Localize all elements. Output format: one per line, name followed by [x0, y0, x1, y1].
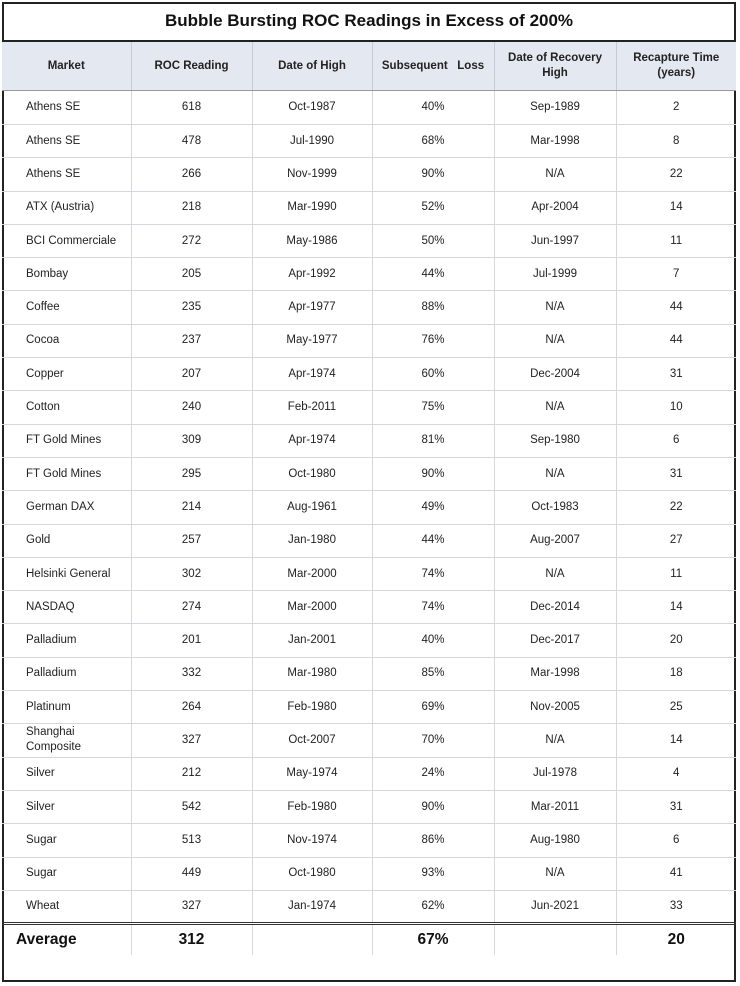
date-of-high-cell: Jul-1990 [252, 125, 372, 158]
market-cell: Sugar [2, 824, 131, 857]
average-label: Average [2, 924, 131, 955]
subsequent-loss-cell: 70% [372, 724, 494, 757]
market-cell: Sugar [2, 857, 131, 890]
table-row [2, 125, 736, 158]
roc-reading-cell: 214 [131, 491, 252, 524]
subsequent-loss-cell: 74% [372, 591, 494, 624]
market-cell: Cotton [2, 391, 131, 424]
subsequent-loss-cell: 85% [372, 657, 494, 690]
roc-reading-cell: 257 [131, 524, 252, 557]
date-of-high-cell: May-1986 [252, 224, 372, 257]
roc-reading-cell: 478 [131, 125, 252, 158]
roc-reading-cell: 309 [131, 424, 252, 457]
recovery-date-cell: Mar-1998 [494, 125, 616, 158]
recapture-time-cell: 14 [616, 724, 736, 757]
market-cell: FT Gold Mines [2, 424, 131, 457]
market-cell: FT Gold Mines [2, 457, 131, 490]
recovery-date-cell: Apr-2004 [494, 191, 616, 224]
recapture-time-cell: 44 [616, 324, 736, 357]
subsequent-loss-cell: 90% [372, 158, 494, 191]
market-cell: Silver [2, 790, 131, 823]
roc-reading-cell: 274 [131, 591, 252, 624]
date-of-high-cell: Feb-2011 [252, 391, 372, 424]
subsequent-loss-cell: 49% [372, 491, 494, 524]
roc-reading-cell: 235 [131, 291, 252, 324]
table-row [2, 191, 736, 224]
roc-reading-cell: 295 [131, 457, 252, 490]
table-row [2, 291, 736, 324]
date-of-high-cell: Apr-1974 [252, 424, 372, 457]
recapture-time-cell: 10 [616, 391, 736, 424]
recapture-time-cell: 31 [616, 358, 736, 391]
table-row [2, 424, 736, 457]
recapture-time-cell: 20 [616, 624, 736, 657]
recovery-date-cell: N/A [494, 324, 616, 357]
recapture-time-cell: 2 [616, 91, 736, 125]
recapture-time-cell: 11 [616, 224, 736, 257]
market-cell: Coffee [2, 291, 131, 324]
market-cell: NASDAQ [2, 591, 131, 624]
market-cell: Bombay [2, 258, 131, 291]
date-of-high-cell: Apr-1974 [252, 358, 372, 391]
roc-reading-cell: 266 [131, 158, 252, 191]
average-row [2, 924, 736, 955]
subsequent-loss-cell: 75% [372, 391, 494, 424]
recapture-time-cell: 6 [616, 824, 736, 857]
table-row [2, 724, 736, 757]
recovery-date-cell: Jun-2021 [494, 890, 616, 923]
market-cell: Wheat [2, 890, 131, 923]
recovery-date-cell: Mar-1998 [494, 657, 616, 690]
subsequent-loss-cell: 60% [372, 358, 494, 391]
recovery-date-cell: N/A [494, 857, 616, 890]
recapture-time-cell: 31 [616, 790, 736, 823]
table-row [2, 91, 736, 125]
roc-reading-cell: 237 [131, 324, 252, 357]
market-cell: Athens SE [2, 158, 131, 191]
date-of-high-cell: Oct-1980 [252, 457, 372, 490]
recapture-time-cell: 41 [616, 857, 736, 890]
table-body [2, 91, 736, 924]
market-cell: German DAX [2, 491, 131, 524]
header-date-of-high: Date of High [252, 42, 372, 91]
roc-reading-cell: 264 [131, 691, 252, 724]
subsequent-loss-cell: 90% [372, 457, 494, 490]
roc-reading-cell: 449 [131, 857, 252, 890]
recapture-time-cell: 6 [616, 424, 736, 457]
roc-table [2, 42, 736, 955]
date-of-high-cell: Jan-1974 [252, 890, 372, 923]
subsequent-loss-cell: 88% [372, 291, 494, 324]
date-of-high-cell: Mar-2000 [252, 557, 372, 590]
recovery-date-cell: N/A [494, 391, 616, 424]
roc-reading-cell: 201 [131, 624, 252, 657]
recapture-time-cell: 44 [616, 291, 736, 324]
date-of-high-cell: Apr-1992 [252, 258, 372, 291]
subsequent-loss-cell: 69% [372, 691, 494, 724]
date-of-high-cell: Jan-1980 [252, 524, 372, 557]
recapture-time-cell: 14 [616, 591, 736, 624]
subsequent-loss-cell: 74% [372, 557, 494, 590]
date-of-high-cell: Feb-1980 [252, 691, 372, 724]
header-row [2, 42, 736, 91]
table-row [2, 757, 736, 790]
roc-reading-cell: 542 [131, 790, 252, 823]
subsequent-loss-cell: 76% [372, 324, 494, 357]
recovery-date-cell: N/A [494, 457, 616, 490]
table-row [2, 691, 736, 724]
subsequent-loss-cell: 40% [372, 91, 494, 125]
subsequent-loss-cell: 81% [372, 424, 494, 457]
date-of-high-cell: Aug-1961 [252, 491, 372, 524]
subsequent-loss-cell: 24% [372, 757, 494, 790]
date-of-high-cell: Oct-1980 [252, 857, 372, 890]
table-row [2, 857, 736, 890]
average-date-of-high [252, 924, 372, 955]
market-cell: BCI Commerciale [2, 224, 131, 257]
recapture-time-cell: 18 [616, 657, 736, 690]
recapture-time-cell: 33 [616, 890, 736, 923]
table-row [2, 358, 736, 391]
header-market: Market [2, 42, 131, 91]
date-of-high-cell: Nov-1974 [252, 824, 372, 857]
date-of-high-cell: Apr-1977 [252, 291, 372, 324]
recovery-date-cell: Dec-2004 [494, 358, 616, 391]
subsequent-loss-cell: 44% [372, 258, 494, 291]
table-row [2, 890, 736, 923]
header-subsequent-loss: Subsequent Loss [372, 42, 494, 91]
market-cell: Copper [2, 358, 131, 391]
roc-reading-cell: 332 [131, 657, 252, 690]
date-of-high-cell: Oct-2007 [252, 724, 372, 757]
date-of-high-cell: May-1977 [252, 324, 372, 357]
date-of-high-cell: Nov-1999 [252, 158, 372, 191]
subsequent-loss-cell: 86% [372, 824, 494, 857]
recovery-date-cell: Dec-2017 [494, 624, 616, 657]
roc-reading-cell: 207 [131, 358, 252, 391]
recapture-time-cell: 7 [616, 258, 736, 291]
recovery-date-cell: Jul-1999 [494, 258, 616, 291]
subsequent-loss-cell: 90% [372, 790, 494, 823]
recovery-date-cell: Mar-2011 [494, 790, 616, 823]
date-of-high-cell: Mar-1990 [252, 191, 372, 224]
recovery-date-cell: Aug-1980 [494, 824, 616, 857]
recovery-date-cell: N/A [494, 724, 616, 757]
recapture-time-cell: 31 [616, 457, 736, 490]
market-cell: ATX (Austria) [2, 191, 131, 224]
subsequent-loss-cell: 68% [372, 125, 494, 158]
subsequent-loss-cell: 50% [372, 224, 494, 257]
table-row [2, 591, 736, 624]
subsequent-loss-cell: 40% [372, 624, 494, 657]
table-row [2, 158, 736, 191]
recapture-time-cell: 11 [616, 557, 736, 590]
roc-reading-cell: 327 [131, 890, 252, 923]
roc-reading-cell: 240 [131, 391, 252, 424]
date-of-high-cell: Mar-1980 [252, 657, 372, 690]
market-cell: Cocoa [2, 324, 131, 357]
roc-reading-cell: 212 [131, 757, 252, 790]
recovery-date-cell: Oct-1983 [494, 491, 616, 524]
market-cell: Helsinki General [2, 557, 131, 590]
table-row [2, 391, 736, 424]
recovery-date-cell: Aug-2007 [494, 524, 616, 557]
roc-reading-cell: 327 [131, 724, 252, 757]
subsequent-loss-cell: 93% [372, 857, 494, 890]
table-row [2, 624, 736, 657]
table-row [2, 557, 736, 590]
table-row [2, 790, 736, 823]
market-cell: Athens SE [2, 91, 131, 125]
recovery-date-cell: Sep-1980 [494, 424, 616, 457]
table-title: Bubble Bursting ROC Readings in Excess of 200% [2, 2, 736, 42]
market-cell: Gold [2, 524, 131, 557]
recapture-time-cell: 25 [616, 691, 736, 724]
recapture-time-cell: 4 [616, 757, 736, 790]
header-roc-reading: ROC Reading [131, 42, 252, 91]
roc-reading-cell: 272 [131, 224, 252, 257]
table-row [2, 324, 736, 357]
subsequent-loss-cell: 44% [372, 524, 494, 557]
subsequent-loss-cell: 52% [372, 191, 494, 224]
average-roc: 312 [131, 924, 252, 955]
roc-reading-cell: 205 [131, 258, 252, 291]
market-cell: Silver [2, 757, 131, 790]
roc-reading-cell: 218 [131, 191, 252, 224]
average-recovery-date [494, 924, 616, 955]
date-of-high-cell: Oct-1987 [252, 91, 372, 125]
recovery-date-cell: N/A [494, 557, 616, 590]
date-of-high-cell: Feb-1980 [252, 790, 372, 823]
recovery-date-cell: Jul-1978 [494, 757, 616, 790]
date-of-high-cell: Jan-2001 [252, 624, 372, 657]
market-cell: Palladium [2, 657, 131, 690]
recapture-time-cell: 22 [616, 158, 736, 191]
roc-reading-cell: 618 [131, 91, 252, 125]
table-row [2, 824, 736, 857]
recovery-date-cell: N/A [494, 291, 616, 324]
table-row [2, 224, 736, 257]
date-of-high-cell: Mar-2000 [252, 591, 372, 624]
market-cell: Platinum [2, 691, 131, 724]
table-row [2, 657, 736, 690]
roc-reading-cell: 302 [131, 557, 252, 590]
table-row [2, 258, 736, 291]
market-cell: Shanghai Composite [2, 724, 131, 757]
subsequent-loss-cell: 62% [372, 890, 494, 923]
recovery-date-cell: Jun-1997 [494, 224, 616, 257]
date-of-high-cell: May-1974 [252, 757, 372, 790]
average-recapture-time: 20 [616, 924, 736, 955]
table-row [2, 491, 736, 524]
recapture-time-cell: 27 [616, 524, 736, 557]
recovery-date-cell: N/A [494, 158, 616, 191]
average-loss: 67% [372, 924, 494, 955]
recapture-time-cell: 8 [616, 125, 736, 158]
roc-reading-cell: 513 [131, 824, 252, 857]
market-cell: Athens SE [2, 125, 131, 158]
header-date-of-recovery-high: Date of Recovery High [494, 42, 616, 91]
recapture-time-cell: 14 [616, 191, 736, 224]
recovery-date-cell: Sep-1989 [494, 91, 616, 125]
recapture-time-cell: 22 [616, 491, 736, 524]
recovery-date-cell: Dec-2014 [494, 591, 616, 624]
recovery-date-cell: Nov-2005 [494, 691, 616, 724]
header-recapture-time: Recapture Time (years) [616, 42, 736, 91]
market-cell: Palladium [2, 624, 131, 657]
table-row [2, 524, 736, 557]
table-row [2, 457, 736, 490]
